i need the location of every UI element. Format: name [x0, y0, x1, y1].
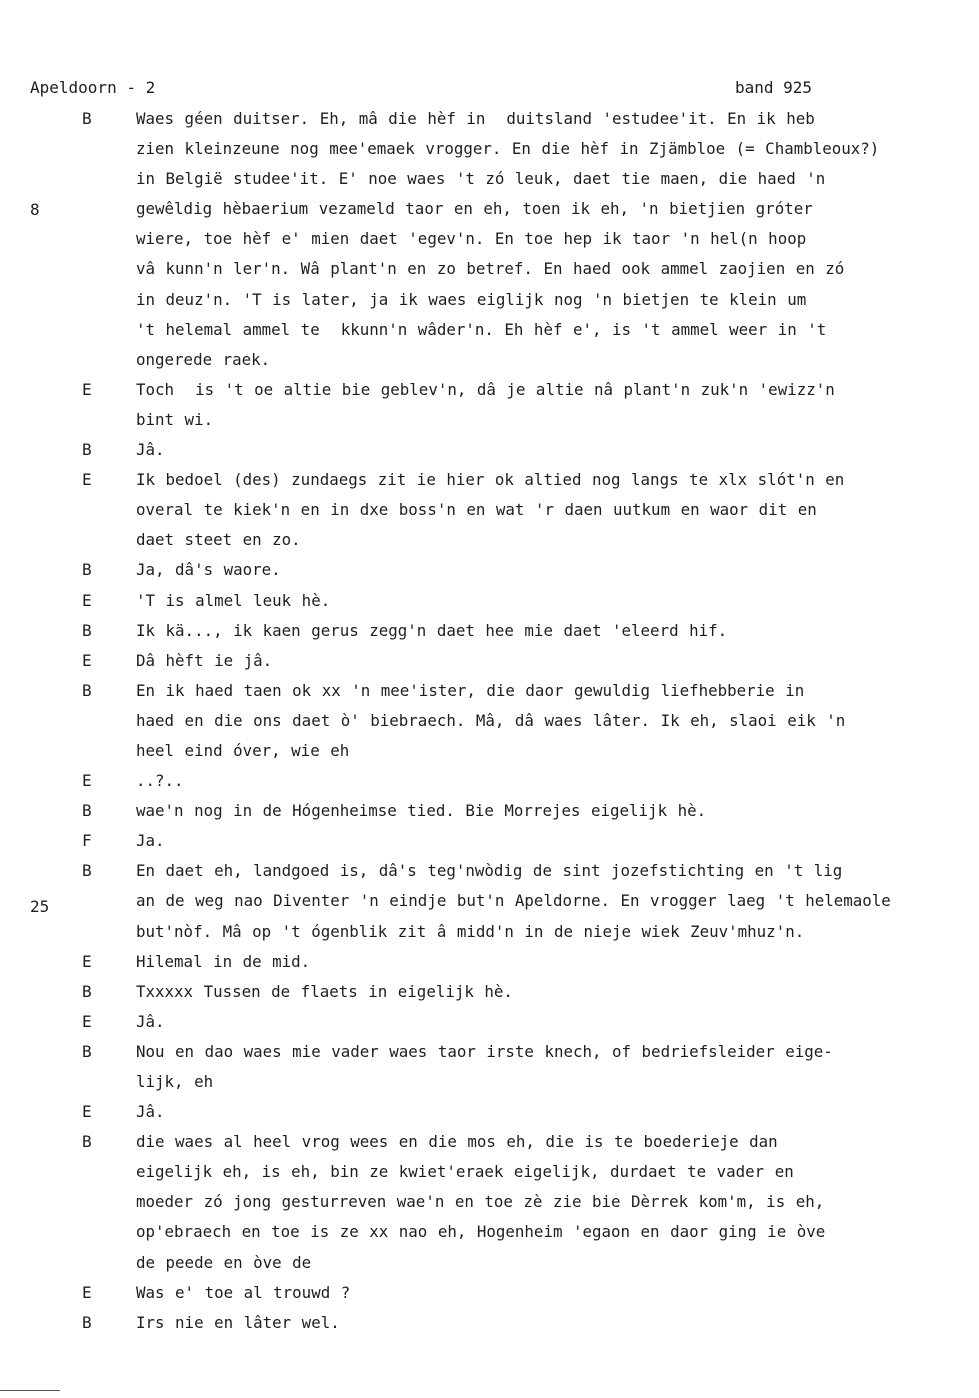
page-header-band: band 925: [735, 78, 813, 97]
turn-text: Nou en dao waes mie vader waes taor irste knech, of bedriefsleider eige- lijk, eh: [136, 1041, 833, 1091]
speaker-label: B: [82, 981, 92, 1001]
turn-text: Ik kä..., ik kaen gerus zegg'n daet hee mie daet 'eleerd hif.: [136, 620, 728, 640]
speaker-label: E: [82, 650, 92, 670]
speaker-label: E: [82, 951, 92, 971]
speaker-label: B: [82, 620, 92, 640]
turn: [0, 646, 979, 676]
turn-text: Ja, dâ's waore.: [136, 560, 281, 580]
speaker-label: B: [82, 861, 92, 881]
turn: [0, 1097, 979, 1127]
speaker-label: B: [82, 1312, 92, 1332]
page-header-title: Apeldoorn - 2: [30, 78, 156, 97]
turn-text: Ja.: [136, 831, 165, 851]
turn-text: Jâ.: [136, 1011, 165, 1031]
speaker-label: B: [82, 801, 92, 821]
turn-text: Jâ.: [136, 440, 165, 460]
speaker-label: E: [82, 1102, 92, 1122]
speaker-label: E: [82, 379, 92, 399]
turn-text: Irs nie en lâter wel.: [136, 1312, 340, 1332]
speaker-label: E: [82, 590, 92, 610]
turn-text: 'T is almel leuk hè.: [136, 590, 331, 610]
speaker-label: E: [82, 771, 92, 791]
turn: [0, 104, 979, 375]
turn: [0, 796, 979, 826]
speaker-label: E: [82, 1282, 92, 1302]
turn-text: Dâ hèft ie jâ.: [136, 650, 273, 670]
speaker-label: F: [82, 831, 92, 851]
turn: [0, 1308, 979, 1338]
turn-text: En daet eh, landgoed is, dâ's teg'nwòdig de sint jozefstichting en 't lig an de weg nao Diventer 'n eindje but'n Apeldorne. En vrogger laeg 't helemaole but'nòf. Mâ op 't ógenblik zit â midd'n in de nieje wiek Zeuv'mhuz'n.: [136, 861, 891, 941]
turn: [0, 1037, 979, 1097]
turn: [0, 676, 979, 766]
turn-text: die waes al heel vrog wees en die mos eh, die is te boederieje dan eigelijk eh, is eh, bin ze kwiet'eraek eigelijk, durdaet te vader en moeder zó jong gesturreven wae'n en toe zè zie bie Dèrrek kom'm, is eh, op'ebraech en toe is ze xx nao eh, Hogenheim 'egaon en daor ging ie òve de peede en òve de: [136, 1132, 826, 1272]
turn: [0, 435, 979, 465]
transcript-body: [0, 104, 979, 1338]
turn-text: ..?..: [136, 771, 184, 791]
turn: [0, 856, 979, 946]
turn: [0, 1007, 979, 1037]
turn: [0, 1278, 979, 1308]
turn-text: wae'n nog in de Hógenheimse tied. Bie Morrejes eigelijk hè.: [136, 801, 707, 821]
turn-text: Toch is 't oe altie bie geblev'n, dâ je altie nâ plant'n zuk'n 'ewizz'n bint wi.: [136, 379, 835, 429]
margin-line-number: 8: [30, 200, 40, 219]
turn-text: Txxxxx Tussen de flaets in eigelijk hè.: [136, 981, 513, 1001]
turn-text: Hilemal in de mid.: [136, 951, 311, 971]
turn: [0, 1127, 979, 1277]
turn: [0, 586, 979, 616]
turn: [0, 555, 979, 585]
turn: [0, 977, 979, 1007]
turn-text: Ik bedoel (des) zundaegs zit ie hier ok altied nog langs te xlx slót'n en overal te kiek'n en in dxe boss'n en wat 'r daen uutkum en waor dit en daet steet en zo.: [136, 470, 845, 550]
speaker-label: B: [82, 680, 92, 700]
margin-line-number: 25: [30, 897, 50, 916]
turn: [0, 616, 979, 646]
turn-text: En ik haed taen ok xx 'n mee'ister, die daor gewuldig liefhebberie in haed en die ons daet ò' biebraech. Mâ, dâ waes lâter. Ik eh, slaoi eik 'n heel eind óver, wie eh: [136, 680, 846, 760]
footer-rule: [0, 1390, 60, 1391]
speaker-label: B: [82, 440, 92, 460]
turn-text: Waes géen duitser. Eh, mâ die hèf in duitsland 'estudee'it. En ik heb zien kleinzeune nog mee'emaek vrogger. En die hèf in Zjämbloe (= Chambleoux?) in België studee'it. E' noe waes 't zó leuk, daet tie maen, die haed 'n gewêldig hèbaerium vezameld taor en eh, toen ik eh, 'n bietjien gróter wiere, toe hèf e' mien daet 'egev'n. En toe hep ik taor 'n hel(n hoop vâ kunn'n ler'n. Wâ plant'n en zo betref. En haed ook ammel zaojien en zó in deuz'n. 'T is later, ja ik waes eiglijk nog 'n bietjen te klein um 't helemal ammel te kkunn'n wâder'n. Eh hèf e', is 't ammel weer in 't ongerede raek.: [136, 109, 880, 369]
speaker-label: B: [82, 109, 92, 128]
speaker-label: E: [82, 470, 92, 490]
speaker-label: B: [82, 1041, 92, 1061]
turn: [0, 375, 979, 435]
speaker-label: E: [82, 1011, 92, 1031]
speaker-label: B: [82, 1132, 92, 1152]
turn-text: Was e' toe al trouwd ?: [136, 1282, 351, 1302]
turn: [0, 947, 979, 977]
turn: [0, 826, 979, 856]
speaker-label: B: [82, 560, 92, 580]
turn: [0, 465, 979, 555]
turn: [0, 766, 979, 796]
turn-text: Jâ.: [136, 1102, 165, 1122]
